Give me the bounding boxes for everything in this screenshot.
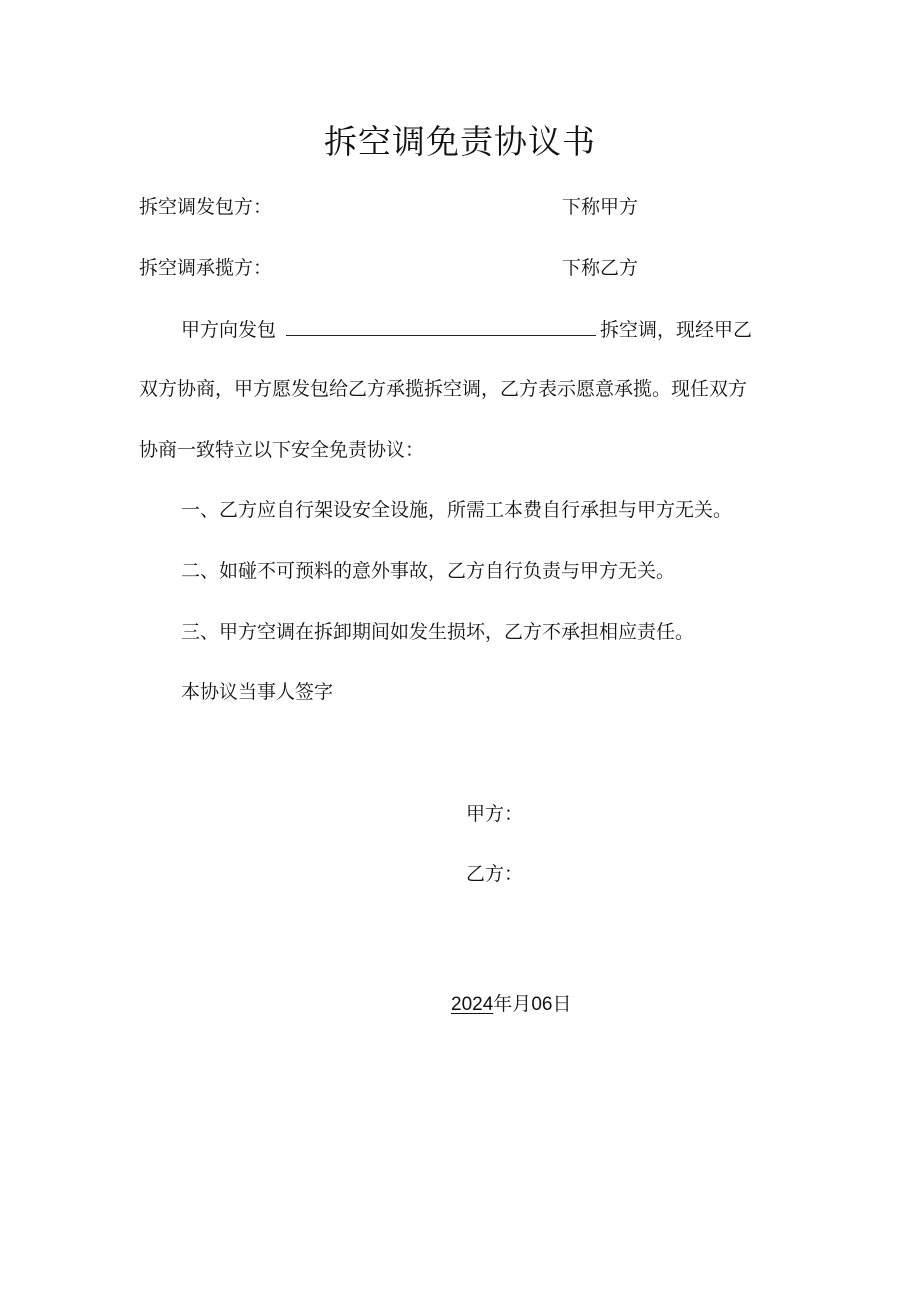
paragraph-1-prefix: 甲方向发包 [181,319,277,341]
party-a-alias: 下称甲方 [562,196,639,218]
paragraph-1-line-3: 协商一致特立以下安全免责协议： [139,439,425,461]
document-title: 拆空调免责协议书 [324,122,596,161]
signature-party-b: 乙方： [466,863,524,885]
clause-1: 一、乙方应自行架设安全设施，所需工本费自行承担与甲方无关。 [181,499,733,521]
document-date [451,992,571,1017]
date-year: 2024 [451,994,494,1015]
paragraph-1-line-1 [181,317,752,342]
party-a-label: 拆空调发包方： [139,196,273,218]
clause-2: 二、如碰不可预料的意外事故，乙方自行负责与甲方无关。 [181,560,676,582]
clause-3: 三、甲方空调在拆卸期间如发生损坏，乙方不承担相应责任。 [181,621,695,643]
date-month-unit: 月 [512,993,532,1015]
date-year-unit: 年 [493,993,513,1015]
party-b-label: 拆空调承揽方： [139,257,273,279]
signature-intro: 本协议当事人签字 [181,681,334,703]
paragraph-1-suffix: 拆空调，现经甲乙 [600,319,753,341]
paragraph-1-line-2: 双方协商，甲方愿发包给乙方承揽拆空调，乙方表示愿意承揽。现任双方 [139,378,748,400]
date-day-unit: 日 [552,993,572,1015]
date-day: 06 [531,994,553,1015]
signature-party-a: 甲方： [466,803,524,825]
party-b-alias: 下称乙方 [562,257,639,279]
blank-underline [286,317,596,336]
